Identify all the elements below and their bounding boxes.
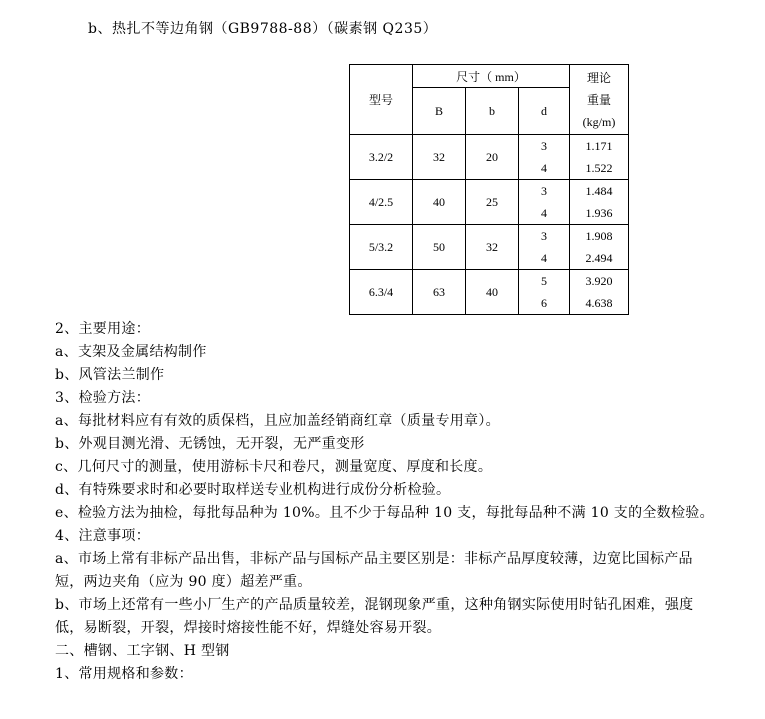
notes-item: b、市场上还常有一些小厂生产的产品质量较差，混钢现象严重，这种角钢实际使用时钻孔困难，强度低，易断裂，开裂，焊接时熔接性能不好，焊缝处容易开裂。 (55, 597, 694, 636)
cell-weight (570, 270, 629, 315)
cell-B: 40 (413, 180, 466, 225)
cell-d (519, 270, 570, 315)
usage-item: b、风管法兰制作 (55, 367, 165, 383)
cell-d-value: 3 (541, 139, 547, 153)
header-weight-line2: 重量 (586, 92, 611, 107)
angle-steel-spec-table (349, 64, 629, 315)
inspection-item: a、每批材料应有有效的质保档，且应加盖经销商红章（质量专用章）。 (55, 413, 500, 429)
cell-type: 4/2.5 (350, 180, 413, 225)
cell-type: 6.3/4 (350, 270, 413, 315)
header-weight (570, 65, 629, 135)
cell-weight-value: 2.494 (585, 251, 613, 265)
cell-weight (570, 180, 629, 225)
section-title-inspection: 3、检验方法： (55, 390, 151, 406)
cell-weight-value: 4.638 (585, 296, 613, 310)
cell-type: 3.2/2 (350, 135, 413, 180)
cell-d-value: 4 (541, 251, 547, 265)
header-B: B (413, 88, 466, 135)
cell-weight-value: 3.920 (585, 274, 613, 288)
inspection-item: e、检验方法为抽检，每批每品种为 10%。且不少于每品种 10 支，每批每品种不满 10 支的全数检验。 (55, 505, 714, 521)
section-title-specs: 1、常用规格和参数： (55, 666, 193, 682)
cell-weight-value: 1.936 (585, 206, 613, 220)
header-type: 型号 (350, 65, 413, 135)
header-size: 尺寸（ mm） (413, 65, 570, 88)
header-b: b (466, 88, 519, 135)
cell-B: 50 (413, 225, 466, 270)
table-row (350, 270, 629, 315)
cell-d (519, 180, 570, 225)
table-row (350, 180, 629, 225)
cell-d-value: 3 (541, 184, 547, 198)
cell-type: 5/3.2 (350, 225, 413, 270)
inspection-item: b、外观目测光滑、无锈蚀，无开裂，无严重变形 (55, 436, 365, 452)
cell-d-value: 5 (541, 274, 547, 288)
section-title-notes: 4、注意事项： (55, 528, 151, 544)
cell-d-value: 4 (541, 161, 547, 175)
section-heading: b、热扎不等边角钢（GB9788-88）（碳素钢 Q235） (88, 21, 438, 37)
cell-weight-value: 1.484 (585, 184, 613, 198)
cell-d-value: 6 (541, 296, 547, 310)
cell-d (519, 225, 570, 270)
cell-weight (570, 225, 629, 270)
notes-item: a、市场上常有非标产品出售，非标产品与国标产品主要区别是：非标产品厚度较薄，边宽比国标产品短，两边夹角（应为 90 度）超差严重。 (55, 551, 693, 590)
cell-b: 40 (466, 270, 519, 315)
table-row (350, 135, 629, 180)
table-row (350, 225, 629, 270)
chapter-title: 二、槽钢、工字钢、H 型钢 (55, 643, 230, 659)
cell-b: 20 (466, 135, 519, 180)
cell-weight-value: 1.171 (585, 139, 613, 153)
document-body (55, 318, 715, 686)
cell-d-value: 3 (541, 229, 547, 243)
cell-weight-value: 1.522 (585, 161, 613, 175)
cell-B: 32 (413, 135, 466, 180)
cell-weight-value: 1.908 (585, 229, 613, 243)
cell-B: 63 (413, 270, 466, 315)
cell-b: 25 (466, 180, 519, 225)
usage-item: a、支架及金属结构制作 (55, 344, 207, 360)
header-weight-line3: (kg/m) (582, 114, 616, 129)
cell-weight (570, 135, 629, 180)
inspection-item: c、几何尺寸的测量，使用游标卡尺和卷尺，测量宽度、厚度和长度。 (55, 459, 493, 475)
header-weight-line1: 理论 (586, 70, 611, 85)
inspection-item: d、有特殊要求时和必要时取样送专业机构进行成份分析检验。 (55, 482, 451, 498)
cell-d (519, 135, 570, 180)
section-title-usage: 2、主要用途： (55, 321, 151, 337)
cell-b: 32 (466, 225, 519, 270)
cell-d-value: 4 (541, 206, 547, 220)
header-d: d (519, 88, 570, 135)
